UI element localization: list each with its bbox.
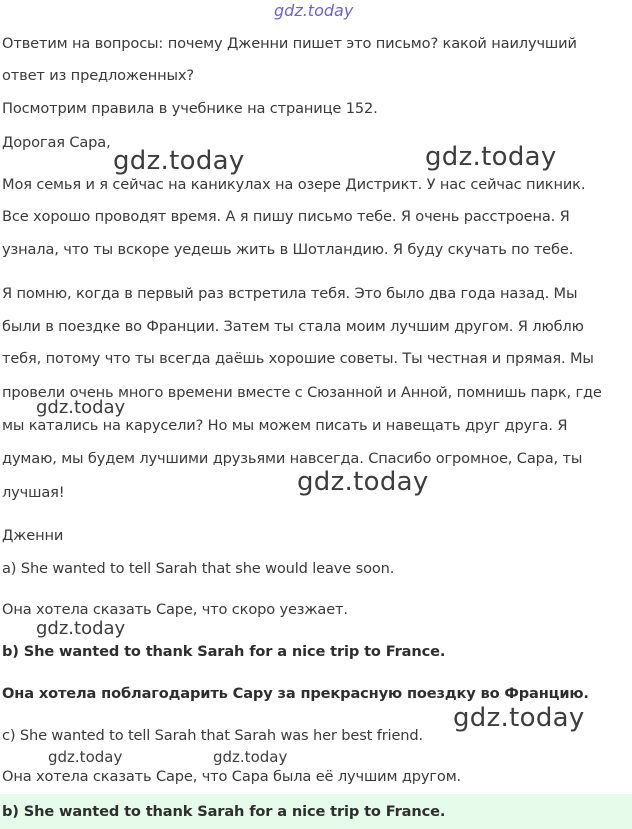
watermark-1: gdz.today bbox=[113, 146, 245, 176]
letter-line-6: тебя, потому что ты всегда даёшь хорошие советы. Ты честная и прямая. Мы bbox=[2, 350, 594, 367]
letter-line-5: были в поездке во Франции. Затем ты стала моим лучшим другом. Я люблю bbox=[2, 318, 584, 335]
question-line-2: ответ из предложенных? bbox=[2, 67, 194, 84]
letter-signature: Дженни bbox=[2, 527, 64, 544]
watermark-5: gdz.today bbox=[36, 618, 126, 639]
option-b: b) She wanted to thank Sarah for a nice trip to France. bbox=[2, 643, 446, 660]
letter-line-3: узнала, что ты вскоре уедешь жить в Шотландию. Я буду скучать по тебе. bbox=[2, 241, 574, 258]
watermark-6: gdz.today bbox=[453, 703, 585, 733]
watermark-4: gdz.today bbox=[297, 467, 429, 497]
option-a-translation: Она хотела сказать Саре, что скоро уезжает. bbox=[2, 601, 348, 618]
textbook-reference: Посмотрим правила в учебнике на странице 152. bbox=[2, 100, 378, 117]
option-c-translation: Она хотела сказать Саре, что Сара была её лучшим другом. bbox=[2, 768, 462, 785]
final-answer: b) She wanted to thank Sarah for a nice trip to France. bbox=[2, 803, 446, 820]
option-c: c) She wanted to tell Sarah that Sarah was her best friend. bbox=[2, 727, 423, 744]
letter-line-1: Моя семья и я сейчас на каникулах на озере Дистрикт. У нас сейчас пикник. bbox=[2, 176, 586, 193]
question-line-1: Ответим на вопросы: почему Дженни пишет это письмо? какой наилучший bbox=[2, 35, 577, 52]
option-b-translation: Она хотела поблагодарить Сару за прекрасную поездку во Францию. bbox=[2, 685, 589, 702]
letter-line-9: думаю, мы будем лучшими друзьями навсегда. Спасибо огромное, Сара, ты bbox=[2, 450, 583, 467]
letter-line-8: мы катались на карусели? Но мы можем писать и навещать друг друга. Я bbox=[2, 417, 568, 434]
watermark-8: gdz.today bbox=[213, 748, 288, 766]
letter-line-7: провели очень много времени вместе с Сюзанной и Анной, помнишь парк, где bbox=[2, 384, 602, 401]
watermark-3: gdz.today bbox=[36, 397, 126, 418]
letter-line-2: Все хорошо проводят время. А я пишу письмо тебе. Я очень расстроена. Я bbox=[2, 208, 570, 225]
option-a: a) She wanted to tell Sarah that she would leave soon. bbox=[2, 560, 395, 577]
watermark-2: gdz.today bbox=[425, 142, 557, 172]
letter-line-10: лучшая! bbox=[2, 484, 65, 501]
watermark-top: gdz.today bbox=[274, 1, 354, 20]
letter-line-4: Я помню, когда в первый раз встретила тебя. Это было два года назад. Мы bbox=[2, 285, 578, 302]
letter-greeting: Дорогая Сара, bbox=[2, 134, 111, 151]
watermark-7: gdz.today bbox=[48, 748, 123, 766]
